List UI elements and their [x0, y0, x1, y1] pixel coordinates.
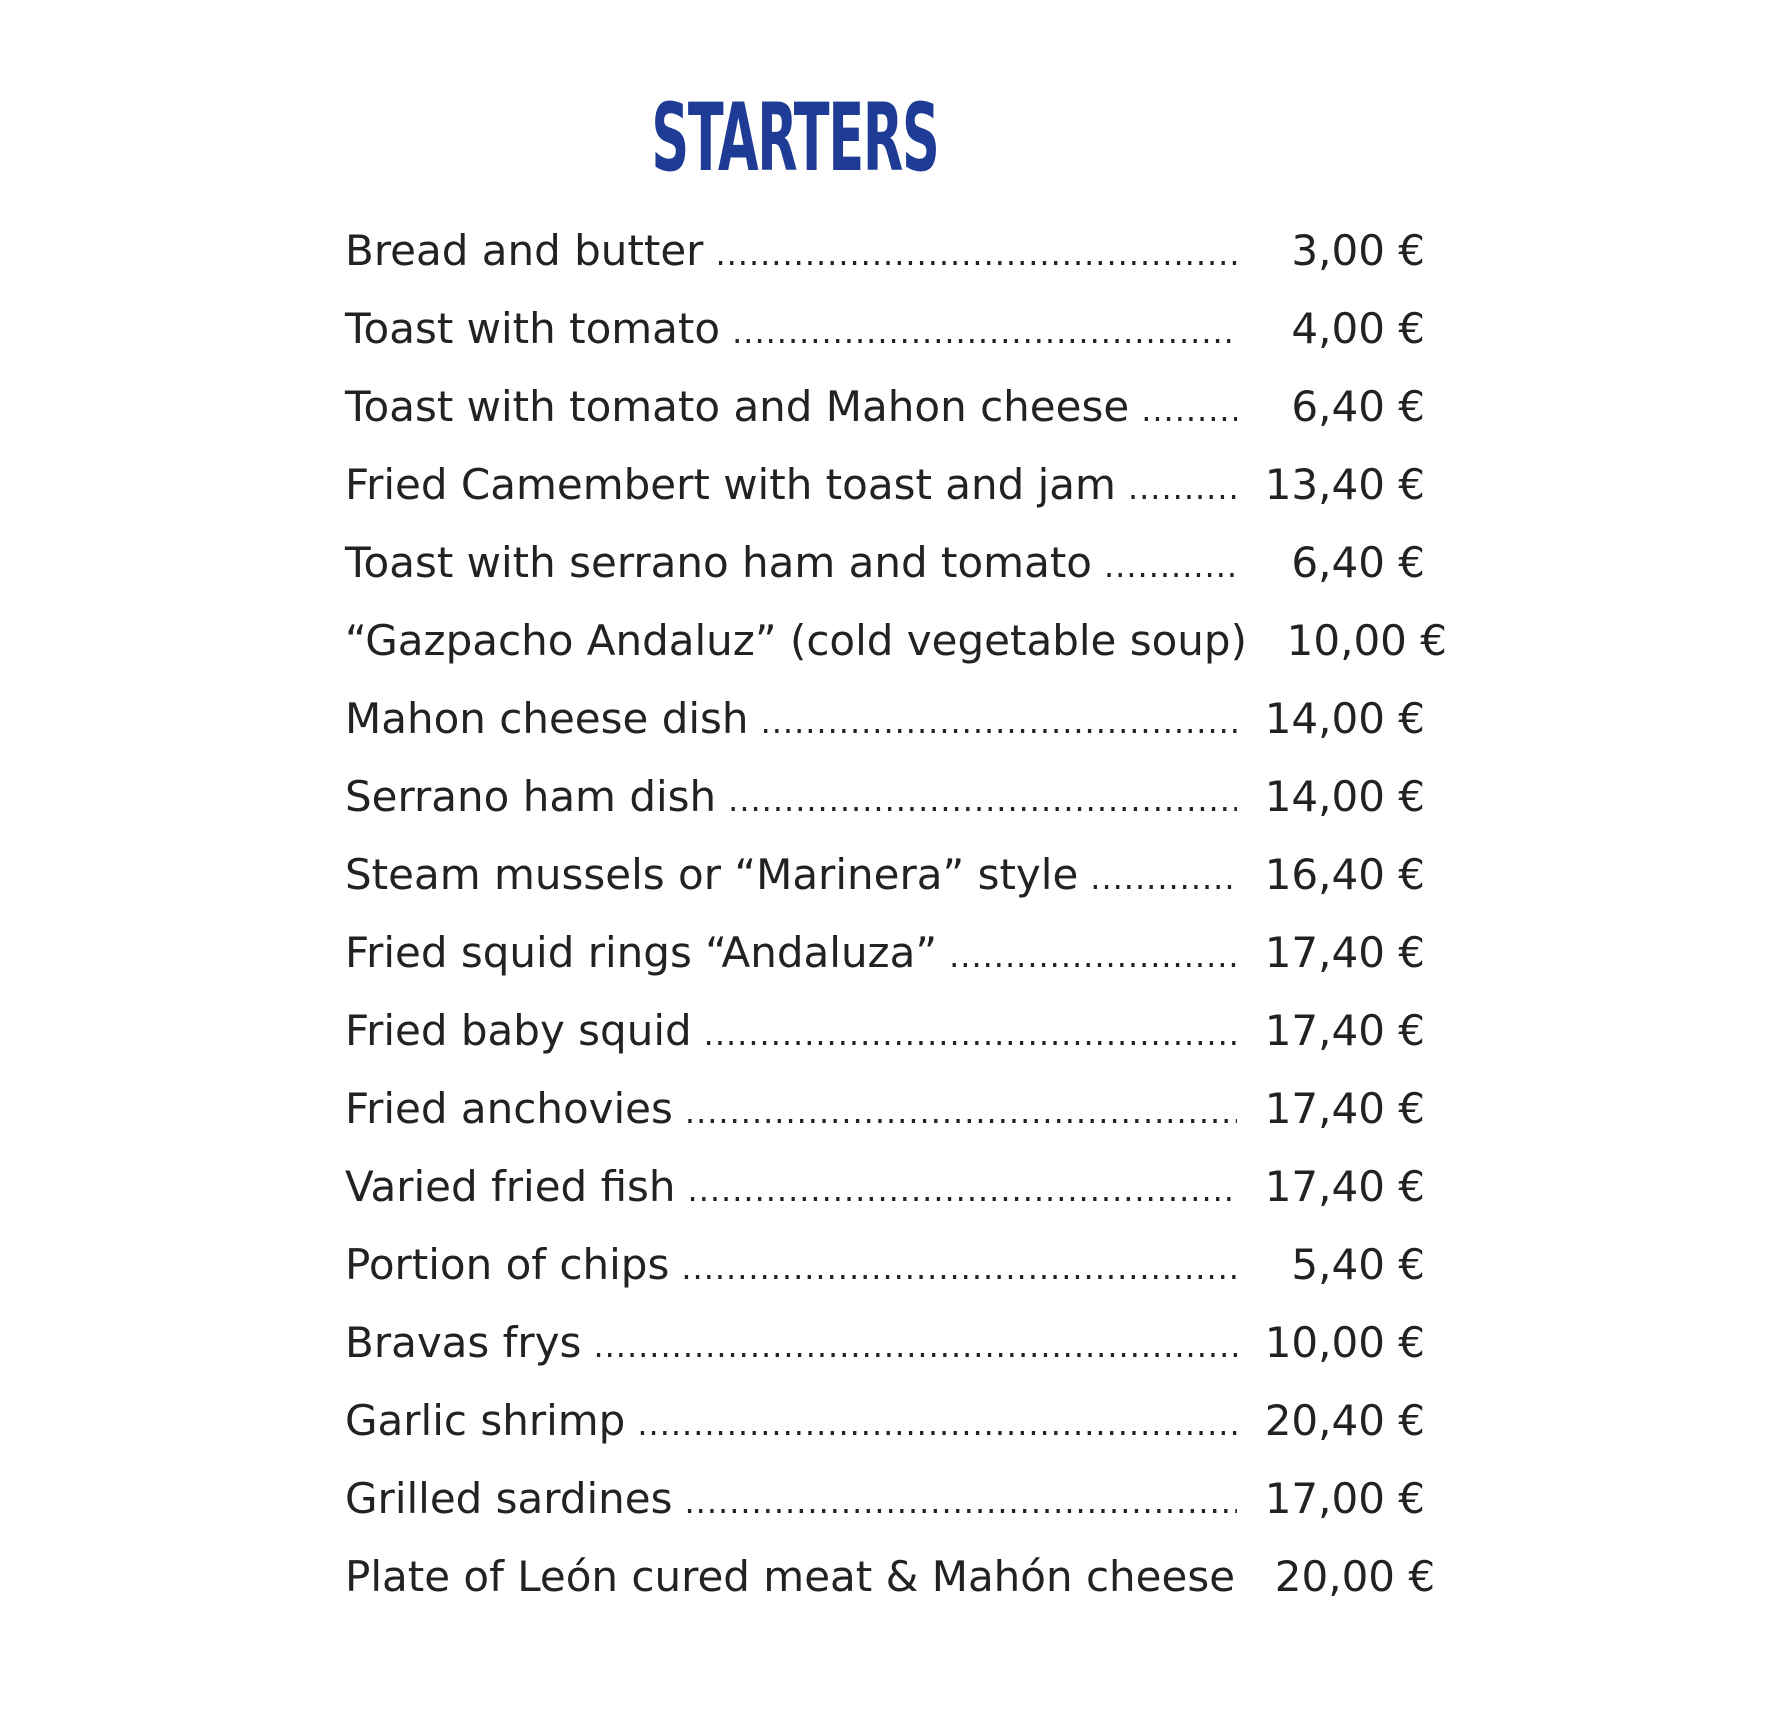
- dot-leader: [704, 1015, 1237, 1053]
- item-price: 13,40 €: [1264, 460, 1425, 509]
- item-name: Toast with serrano ham and tomato: [345, 538, 1092, 587]
- item-price: 3,00 €: [1291, 226, 1425, 275]
- dot-leader: [1141, 391, 1237, 429]
- item-name: Mahon cheese dish: [345, 694, 749, 743]
- item-name: Toast with tomato: [345, 304, 721, 353]
- item-price: 20,40 €: [1264, 1396, 1425, 1445]
- dot-leader: [732, 313, 1237, 351]
- item-name: Bravas frys: [345, 1318, 582, 1367]
- menu-item-toast-tomato-mahon: [345, 382, 1425, 460]
- item-name: Serrano ham dish: [345, 772, 717, 821]
- item-name: Bread and butter: [345, 226, 704, 275]
- menu-item-bravas-frys: [345, 1318, 1425, 1396]
- menu-item-leon-cured-meat-plate: [345, 1552, 1436, 1630]
- item-price: 10,00 €: [1264, 1318, 1425, 1367]
- item-price: 5,40 €: [1291, 1240, 1425, 1289]
- item-name: Garlic shrimp: [345, 1396, 626, 1445]
- item-price: 16,40 €: [1264, 850, 1425, 899]
- dot-leader: [1090, 859, 1237, 897]
- item-name: Toast with tomato and Mahon cheese: [345, 382, 1130, 431]
- item-price: 17,40 €: [1264, 1084, 1425, 1133]
- menu-item-garlic-shrimp: [345, 1396, 1425, 1474]
- menu-list: [345, 226, 1447, 1630]
- item-name: Fried Camembert with toast and jam: [345, 460, 1116, 509]
- dot-leader: [1104, 547, 1237, 585]
- item-price: 20,00 €: [1274, 1552, 1436, 1601]
- dot-leader: [761, 703, 1237, 741]
- menu-item-gazpacho: [345, 616, 1447, 694]
- item-name: Grilled sardines: [345, 1474, 673, 1523]
- item-price: 17,40 €: [1264, 1006, 1425, 1055]
- item-name: Fried anchovies: [345, 1084, 673, 1133]
- dot-leader: [728, 781, 1237, 819]
- dot-leader: [688, 1171, 1237, 1209]
- menu-item-fried-camembert: [345, 460, 1425, 538]
- item-price: 14,00 €: [1264, 694, 1425, 743]
- item-name: “Gazpacho Andaluz” (cold vegetable soup): [345, 616, 1247, 665]
- menu-item-mahon-cheese-dish: [345, 694, 1425, 772]
- dot-leader: [949, 937, 1237, 975]
- item-name: Varied fried fish: [345, 1162, 676, 1211]
- item-price: 17,00 €: [1264, 1474, 1425, 1523]
- dot-leader: [1128, 469, 1237, 507]
- dot-leader: [593, 1327, 1237, 1365]
- item-price: 6,40 €: [1291, 382, 1425, 431]
- item-name: Steam mussels or “Marinera” style: [345, 850, 1079, 899]
- menu-item-grilled-sardines: [345, 1474, 1425, 1552]
- item-name: Portion of chips: [345, 1240, 670, 1289]
- menu-title: STARTERS: [651, 84, 939, 193]
- item-price: 6,40 €: [1291, 538, 1425, 587]
- item-price: 17,40 €: [1264, 1162, 1425, 1211]
- item-name: Plate of León cured meat & Mahón cheese: [345, 1552, 1236, 1601]
- menu-item-fried-anchovies: [345, 1084, 1425, 1162]
- menu-item-bread-and-butter: [345, 226, 1425, 304]
- dot-leader: [685, 1093, 1237, 1131]
- item-price: 10,00 €: [1286, 616, 1447, 665]
- menu-item-serrano-ham-dish: [345, 772, 1425, 850]
- menu-item-toast-with-tomato: [345, 304, 1425, 382]
- dot-leader: [715, 235, 1237, 273]
- menu-item-steam-mussels: [345, 850, 1425, 928]
- menu-item-varied-fried-fish: [345, 1162, 1425, 1240]
- dot-leader: [637, 1405, 1237, 1443]
- item-price: 17,40 €: [1264, 928, 1425, 977]
- item-price: 4,00 €: [1291, 304, 1425, 353]
- item-price: 14,00 €: [1264, 772, 1425, 821]
- dot-leader: [681, 1249, 1237, 1287]
- item-name: Fried baby squid: [345, 1006, 692, 1055]
- item-name: Fried squid rings “Andaluza”: [345, 928, 938, 977]
- menu-item-toast-serrano-ham: [345, 538, 1425, 616]
- menu-item-portion-of-chips: [345, 1240, 1425, 1318]
- menu-item-fried-squid-rings: [345, 928, 1425, 1006]
- menu-item-fried-baby-squid: [345, 1006, 1425, 1084]
- dot-leader: [685, 1483, 1238, 1521]
